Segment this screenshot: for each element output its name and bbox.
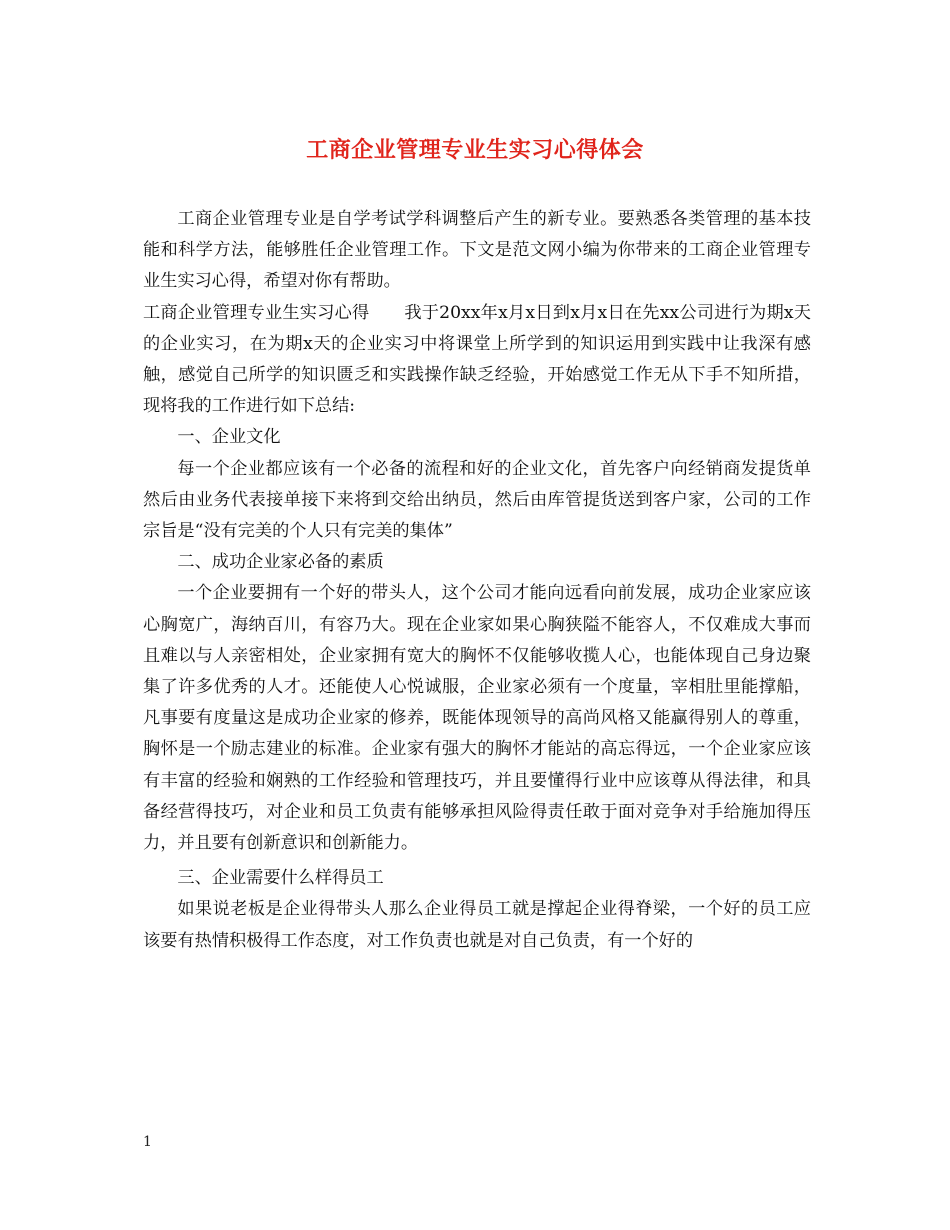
document-body	[143, 204, 811, 957]
section-heading-entrepreneur: 二、成功企业家必备的素质	[177, 552, 384, 573]
section-heading-culture: 一、企业文化	[177, 427, 281, 448]
employees-paragraph: 如果说老板是企业得带头人那么企业得员工就是撑起企业得脊梁，一个好的员工应该要有热情积极得工作态度，对工作负责也就是对自己负责，有一个好的	[143, 899, 811, 951]
internship-summary-paragraph: 工商企业管理专业生实习心得 我于20xx年x月x日到x月x日在先xx公司进行为期x天的企业实习，在为期x天的企业实习中将课堂上所学到的知识运用到实践中让我深有感触，感觉自己所学的知识匮乏和实践操作缺乏经验，开始感觉工作无从下手不知所措，现将我的工作进行如下总结:	[143, 302, 811, 417]
page-number: 1	[143, 1134, 152, 1150]
section-heading-employees: 三、企业需要什么样得员工	[177, 868, 384, 889]
intro-paragraph: 工商企业管理专业是自学考试学科调整后产生的新专业。要熟悉各类管理的基本技能和科学方法，能够胜任企业管理工作。下文是范文网小编为你带来的工商企业管理专业生实习心得，希望对你有帮助。	[143, 209, 811, 292]
culture-paragraph: 每一个企业都应该有一个必备的流程和好的企业文化，首先客户向经销商发提货单然后由业务代表接单接下来将到交给出纳员，然后由库管提货送到客户家，公司的工作宗旨是“没有完美的个人只有完美的集体”	[143, 458, 811, 542]
entrepreneur-paragraph: 一个企业要拥有一个好的带头人，这个公司才能向远看向前发展，成功企业家应该心胸宽广，海纳百川，有容乃大。现在企业家如果心胸狭隘不能容人，不仅难成大事而且难以与人亲密相处，企业家拥有宽大的胸怀不仅能够收揽人心，也能体现自己身边聚集了许多优秀的人才。还能使人心悦诚服，企业家必须有一个度量，宰相肚里能撑船，凡事要有度量这是成功企业家的修养，既能体现领导的高尚风格又能赢得别人的尊重，胸怀是一个励志建业的标准。企业家有强大的胸怀才能站的高忘得远，一个企业家应该有丰富的经验和娴熟的工作经验和管理技巧，并且要懂得行业中应该尊从得法律，和具备经营得技巧，对企业和员工负责有能够承担风险得责任敢于面对竞争对手给施加得压力，并且要有创新意识和创新能力。	[143, 583, 811, 854]
page-title: 工商企业管理专业生实习心得体会	[306, 137, 644, 163]
